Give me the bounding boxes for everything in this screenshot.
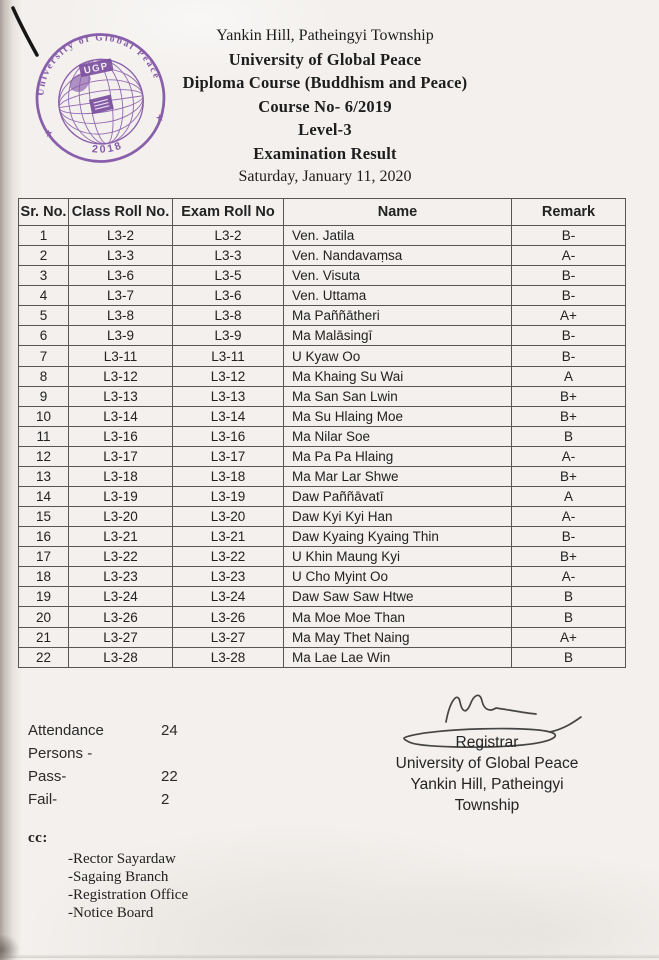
table-cell: L3-18	[69, 466, 173, 486]
table-cell: L3-19	[69, 487, 173, 507]
table-cell: U Khin Maung Kyi	[284, 547, 512, 567]
table-cell: B	[512, 587, 626, 607]
table-cell: 12	[19, 446, 69, 466]
table-cell: L3-12	[173, 366, 284, 386]
table-cell: 8	[19, 366, 69, 386]
table-cell: L3-2	[69, 226, 173, 246]
table-cell: B-	[512, 226, 626, 246]
letterhead-date: Saturday, January 11, 2020	[238, 168, 412, 185]
table-cell: L3-16	[69, 426, 173, 446]
attendance-label: Attendance Persons -	[28, 722, 104, 762]
table-row	[19, 527, 626, 547]
table-cell: B-	[512, 527, 626, 547]
table-cell: B+	[512, 547, 626, 567]
table-cell: 4	[19, 286, 69, 306]
signature-address: Yankin Hill, Patheingyi Township	[410, 776, 564, 814]
results-table-body	[19, 226, 626, 668]
cc-item: -Rector Sayardaw	[68, 851, 176, 867]
table-cell: Ma May Thet Naing	[284, 627, 512, 647]
table-cell: L3-27	[69, 627, 173, 647]
header-cell: Class Roll No.	[69, 199, 173, 226]
table-row	[19, 406, 626, 426]
fail-row	[28, 788, 178, 811]
table-cell: U Kyaw Oo	[284, 346, 512, 366]
table-cell: Ma San San Lwin	[284, 386, 512, 406]
table-cell: 19	[19, 587, 69, 607]
table-cell: Daw Kyi Kyi Han	[284, 507, 512, 527]
table-cell: Ven. Uttama	[284, 286, 512, 306]
table-row	[19, 426, 626, 446]
table-cell: Ven. Nandavaṃsa	[284, 246, 512, 266]
table-row	[19, 627, 626, 647]
table-cell: 11	[19, 426, 69, 446]
table-cell: L3-22	[173, 547, 284, 567]
letterhead-title: Examination Result	[253, 143, 397, 163]
table-row	[19, 466, 626, 486]
table-row	[19, 266, 626, 286]
table-cell: A-	[512, 446, 626, 466]
table-cell: 22	[19, 647, 69, 667]
table-row	[19, 366, 626, 386]
table-row	[19, 507, 626, 527]
table-cell: 21	[19, 627, 69, 647]
table-row	[19, 446, 626, 466]
table-cell: Ma Lae Lae Win	[284, 647, 512, 667]
table-cell: A	[512, 487, 626, 507]
registrar-title: Registrar	[455, 734, 519, 751]
table-cell: L3-16	[173, 426, 284, 446]
table-cell: L3-18	[173, 466, 284, 486]
table-row	[19, 346, 626, 366]
table-cell: L3-8	[69, 306, 173, 326]
table-cell: B	[512, 426, 626, 446]
table-row	[19, 547, 626, 567]
table-cell: Ma Mar Lar Shwe	[284, 466, 512, 486]
seal-star-icon: ★	[43, 128, 55, 141]
summary-block	[28, 719, 178, 811]
table-row	[19, 647, 626, 667]
attendance-row	[28, 719, 178, 765]
table-cell: L3-5	[173, 266, 284, 286]
table-cell: Ma Nilar Soe	[284, 426, 512, 446]
letterhead	[105, 24, 545, 189]
table-cell: B	[512, 647, 626, 667]
table-cell: A-	[512, 507, 626, 527]
table-cell: B+	[512, 406, 626, 426]
cc-block	[28, 830, 188, 922]
table-cell: L3-26	[69, 607, 173, 627]
table-cell: L3-14	[173, 406, 284, 426]
letterhead-course-no: Course No- 6/2019	[258, 96, 392, 116]
table-cell: L3-6	[173, 286, 284, 306]
seal-ring-text: University of Global Peace	[35, 32, 163, 97]
table-cell: 18	[19, 567, 69, 587]
table-cell: L3-11	[173, 346, 284, 366]
table-cell: L3-11	[69, 346, 173, 366]
header-cell: Sr. No.	[19, 199, 69, 226]
cc-label: cc:	[28, 830, 48, 846]
letterhead-course: Diploma Course (Buddhism and Peace)	[182, 73, 468, 92]
table-cell: 1	[19, 226, 69, 246]
table-cell: Ma Moe Moe Than	[284, 607, 512, 627]
table-cell: Daw Kyaing Kyaing Thin	[284, 527, 512, 547]
table-cell: Ma Malāsingī	[284, 326, 512, 346]
table-row	[19, 246, 626, 266]
table-cell: B-	[512, 326, 626, 346]
table-cell: B-	[512, 286, 626, 306]
table-cell: L3-3	[69, 246, 173, 266]
signature-block	[377, 732, 597, 816]
table-row	[19, 567, 626, 587]
table-cell: Ven. Jatila	[284, 226, 512, 246]
table-cell: L3-13	[69, 386, 173, 406]
table-cell: L3-23	[173, 567, 284, 587]
table-cell: 2	[19, 246, 69, 266]
header-cell: Remark	[512, 199, 626, 226]
seal-acronym: UGP	[82, 60, 110, 77]
cc-item: -Notice Board	[68, 905, 154, 921]
table-row	[19, 306, 626, 326]
table-row	[19, 587, 626, 607]
table-cell: L3-12	[69, 366, 173, 386]
table-cell: L3-24	[173, 587, 284, 607]
table-cell: L3-9	[173, 326, 284, 346]
table-cell: Daw Saw Saw Htwe	[284, 587, 512, 607]
table-cell: L3-17	[173, 446, 284, 466]
table-cell: L3-9	[69, 326, 173, 346]
table-cell: L3-20	[69, 507, 173, 527]
table-cell: B	[512, 607, 626, 627]
table-cell: L3-21	[173, 527, 284, 547]
table-cell: L3-13	[173, 386, 284, 406]
table-row	[19, 386, 626, 406]
header-cell: Exam Roll No	[173, 199, 284, 226]
table-cell: A+	[512, 306, 626, 326]
table-cell: L3-6	[69, 266, 173, 286]
letterhead-level: Level-3	[298, 120, 352, 139]
table-cell: U Cho Myint Oo	[284, 567, 512, 587]
table-cell: Ma Su Hlaing Moe	[284, 406, 512, 426]
table-row	[19, 326, 626, 346]
table-cell: A-	[512, 567, 626, 587]
table-cell: L3-24	[69, 587, 173, 607]
letterhead-address: Yankin Hill, Patheingyi Township	[216, 27, 434, 44]
table-cell: Daw Paññāvatī	[284, 487, 512, 507]
table-cell: 16	[19, 527, 69, 547]
table-cell: L3-26	[173, 607, 284, 627]
table-row	[19, 487, 626, 507]
table-cell: Ma Khaing Su Wai	[284, 366, 512, 386]
results-table-header-row	[19, 199, 626, 226]
letterhead-university: University of Global Peace	[228, 49, 422, 69]
fail-label: Fail-	[28, 791, 58, 808]
table-cell: L3-28	[173, 647, 284, 667]
table-cell: B-	[512, 266, 626, 286]
table-cell: 17	[19, 547, 69, 567]
cc-item: -Registration Office	[68, 887, 189, 903]
table-cell: L3-2	[173, 226, 284, 246]
table-cell: L3-20	[173, 507, 284, 527]
table-cell: 7	[19, 346, 69, 366]
table-cell: 13	[19, 466, 69, 486]
seal-star-icon: ★	[154, 112, 166, 125]
table-cell: 5	[19, 306, 69, 326]
table-cell: Ma Pa Pa Hlaing	[284, 446, 512, 466]
table-cell: B+	[512, 466, 626, 486]
table-cell: L3-27	[173, 627, 284, 647]
pass-row	[28, 765, 178, 788]
fail-value: 2	[161, 791, 170, 808]
table-cell: L3-23	[69, 567, 173, 587]
attendance-value: 24	[161, 722, 178, 739]
table-cell: L3-3	[173, 246, 284, 266]
table-cell: A-	[512, 246, 626, 266]
table-cell: L3-14	[69, 406, 173, 426]
signature-org: University of Global Peace	[395, 755, 579, 772]
cc-item: -Sagaing Branch	[68, 869, 169, 885]
table-cell: 20	[19, 607, 69, 627]
table-row	[19, 607, 626, 627]
table-row	[19, 226, 626, 246]
table-cell: L3-8	[173, 306, 284, 326]
seal-year: 2018	[91, 139, 125, 156]
table-cell: B-	[512, 346, 626, 366]
table-cell: 9	[19, 386, 69, 406]
table-cell: 10	[19, 406, 69, 426]
scan-bottom-edge	[0, 954, 659, 958]
table-cell: A+	[512, 627, 626, 647]
pass-value: 22	[161, 768, 178, 785]
table-cell: 3	[19, 266, 69, 286]
table-cell: 6	[19, 326, 69, 346]
table-cell: L3-22	[69, 547, 173, 567]
pass-label: Pass-	[28, 768, 67, 785]
table-cell: L3-19	[173, 487, 284, 507]
results-table	[18, 198, 626, 668]
table-row	[19, 286, 626, 306]
header-cell: Name	[284, 199, 512, 226]
table-cell: 14	[19, 487, 69, 507]
table-cell: L3-21	[69, 527, 173, 547]
table-cell: 15	[19, 507, 69, 527]
table-cell: L3-7	[69, 286, 173, 306]
table-cell: A	[512, 366, 626, 386]
table-cell: L3-17	[69, 446, 173, 466]
table-cell: B+	[512, 386, 626, 406]
table-cell: L3-28	[69, 647, 173, 667]
table-cell: Ma Paññātheri	[284, 306, 512, 326]
table-cell: Ven. Visuta	[284, 266, 512, 286]
